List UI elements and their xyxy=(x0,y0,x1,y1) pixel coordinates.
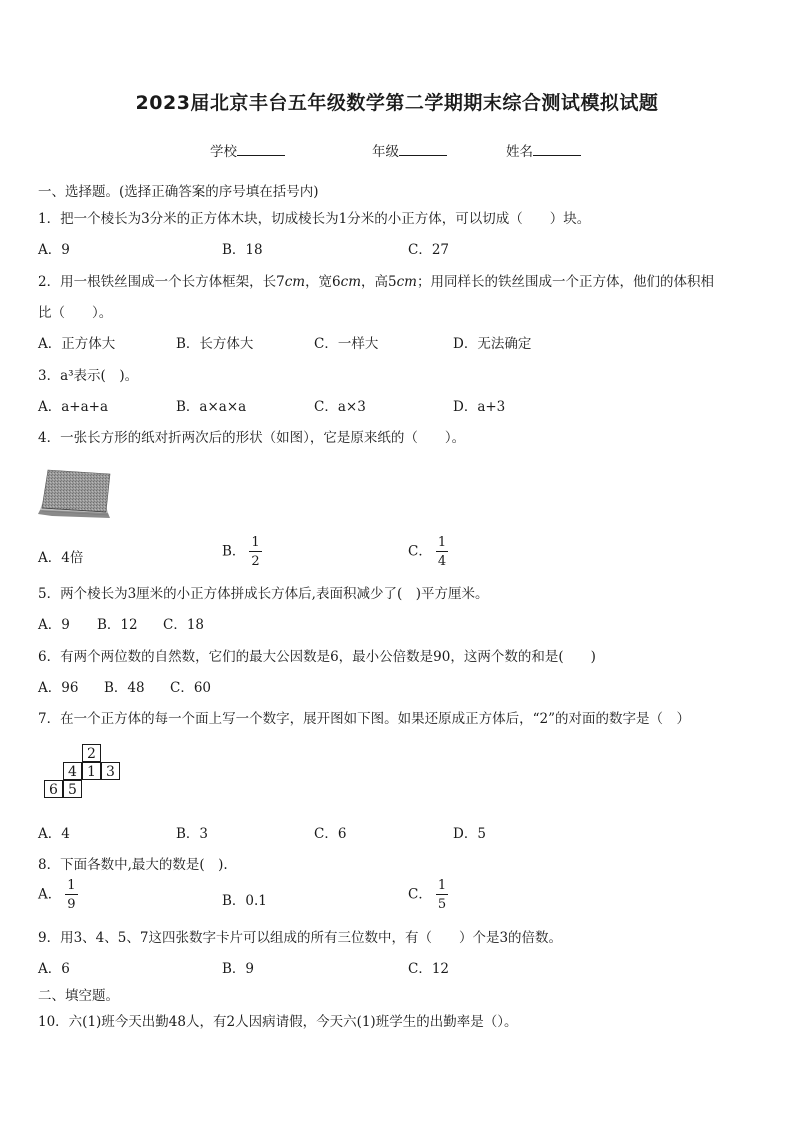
q3-option-b: B．a×a×a xyxy=(176,399,247,415)
question-5: 5．两个棱长为3厘米的小正方体拼成长方体后,表面积减少了( )平方厘米。 xyxy=(38,586,489,602)
fraction-denominator: 2 xyxy=(251,554,260,569)
net-face: 1 xyxy=(82,762,101,780)
section-2-heading: 二、填空题。 xyxy=(38,988,119,1004)
name-field xyxy=(506,140,581,160)
q4-option-a: A．4倍 xyxy=(38,550,84,566)
q3-option-c: C．a×3 xyxy=(314,399,366,415)
q8-option-c-label: C． xyxy=(408,886,432,903)
q7-option-b: B．3 xyxy=(176,826,209,842)
name-label: 姓名 xyxy=(506,144,533,160)
q2-text-part-1: 2．用一根铁丝围成一个长方体框架，长7 xyxy=(38,274,285,290)
q6-option-a: A．96 xyxy=(38,680,79,696)
q7-option-a: A．4 xyxy=(38,826,70,842)
q4-option-b xyxy=(222,536,262,568)
net-face: 2 xyxy=(82,744,101,762)
question-1: 1．把一个棱长为3分米的正方体木块，切成棱长为1分米的小正方体，可以切成（ ）块。 xyxy=(38,211,591,227)
q8-option-a xyxy=(38,879,78,911)
q4-option-b-label: B． xyxy=(222,543,246,560)
school-blank xyxy=(237,141,285,156)
q7-option-c: C．6 xyxy=(314,826,347,842)
q9-option-c: C．12 xyxy=(408,961,450,977)
q3-option-d: D．a+3 xyxy=(453,399,506,415)
q2-option-a: A．正方体大 xyxy=(38,336,116,352)
question-2-line-2: 比（ ）。 xyxy=(38,305,113,321)
fraction-numerator: 1 xyxy=(251,535,260,550)
section-1-heading: 一、选择题。(选择正确答案的序号填在括号内) xyxy=(38,184,319,200)
q2-unit-3: cm xyxy=(396,274,417,290)
q2-unit-2: cm xyxy=(340,274,362,290)
fraction-denominator: 4 xyxy=(437,554,447,569)
school-label: 学校 xyxy=(210,144,237,160)
fraction-numerator: 1 xyxy=(437,878,447,893)
q6-option-c: C．60 xyxy=(170,680,212,696)
question-7: 7．在一个正方体的每一个面上写一个数字，展开图如下图。如果还原成正方体后，“2”的对面的数字是（ ） xyxy=(38,711,690,727)
q1-option-b: B．18 xyxy=(222,242,263,258)
fraction-denominator: 9 xyxy=(67,897,76,912)
cube-net-diagram xyxy=(40,744,130,804)
q1-option-c: C．27 xyxy=(408,242,450,258)
q1-option-a: A．9 xyxy=(38,242,70,258)
fraction-numerator: 1 xyxy=(67,878,76,893)
net-face: 4 xyxy=(63,762,82,780)
fraction-denominator: 5 xyxy=(437,897,447,912)
q3-option-a: A．a+a+a xyxy=(38,399,109,415)
grade-field xyxy=(372,140,447,160)
q5-option-c: C．18 xyxy=(163,617,205,633)
question-4: 4．一张长方形的纸对折两次后的形状（如图），它是原来纸的（ ）。 xyxy=(38,430,466,446)
folded-paper-image xyxy=(36,466,112,522)
question-8: 8．下面各数中,最大的数是( ). xyxy=(38,857,228,873)
q8-option-a-label: A． xyxy=(38,886,62,903)
question-9: 9．用3、4、5、7这四张数字卡片可以组成的所有三位数中，有（ ）个是3的倍数。 xyxy=(38,930,563,946)
q4-option-c xyxy=(408,536,448,568)
net-face: 6 xyxy=(44,780,63,798)
q8-option-c xyxy=(408,879,448,911)
q2-option-b: B．长方体大 xyxy=(176,336,254,352)
q8-option-b: B．0.1 xyxy=(222,893,267,909)
q9-option-b: B．9 xyxy=(222,961,255,977)
grade-blank xyxy=(399,141,447,156)
question-10: 10．六(1)班今天出勤48人，有2人因病请假，今天六(1)班学生的出勤率是（）。 xyxy=(38,1014,518,1030)
q2-text-part-4: ；用同样长的铁丝围成一个正方体，他们的体积相 xyxy=(417,274,714,290)
q9-option-a: A．6 xyxy=(38,961,70,977)
q7-option-d: D．5 xyxy=(453,826,486,842)
fraction-numerator: 1 xyxy=(437,535,447,550)
grade-label: 年级 xyxy=(372,144,399,160)
fraction-one-quarter xyxy=(436,536,448,568)
q6-option-b: B．48 xyxy=(104,680,145,696)
q2-text-part-2: ，宽6 xyxy=(305,274,341,290)
name-blank xyxy=(533,141,581,156)
fraction-one-half xyxy=(249,536,261,568)
q5-option-b: B．12 xyxy=(97,617,138,633)
q2-option-d: D．无法确定 xyxy=(453,336,532,352)
net-face: 5 xyxy=(63,780,82,798)
q2-text-part-3: ，高5 xyxy=(361,274,397,290)
school-field xyxy=(210,140,285,160)
fraction-one-fifth xyxy=(436,879,448,911)
page-title: 2023届北京丰台五年级数学第二学期期末综合测试模拟试题 xyxy=(135,92,659,114)
fraction-one-ninth xyxy=(65,879,77,911)
question-2-line-1 xyxy=(38,270,714,290)
q4-option-c-label: C． xyxy=(408,543,432,560)
q5-option-a: A．9 xyxy=(38,617,70,633)
question-3: 3．a³表示( )。 xyxy=(38,368,139,384)
q2-option-c: C．一样大 xyxy=(314,336,379,352)
question-6: 6．有两个两位数的自然数，它们的最大公因数是6，最小公倍数是90，这两个数的和是( ) xyxy=(38,649,596,665)
net-face: 3 xyxy=(101,762,120,780)
q2-unit-1: cm xyxy=(284,274,306,290)
